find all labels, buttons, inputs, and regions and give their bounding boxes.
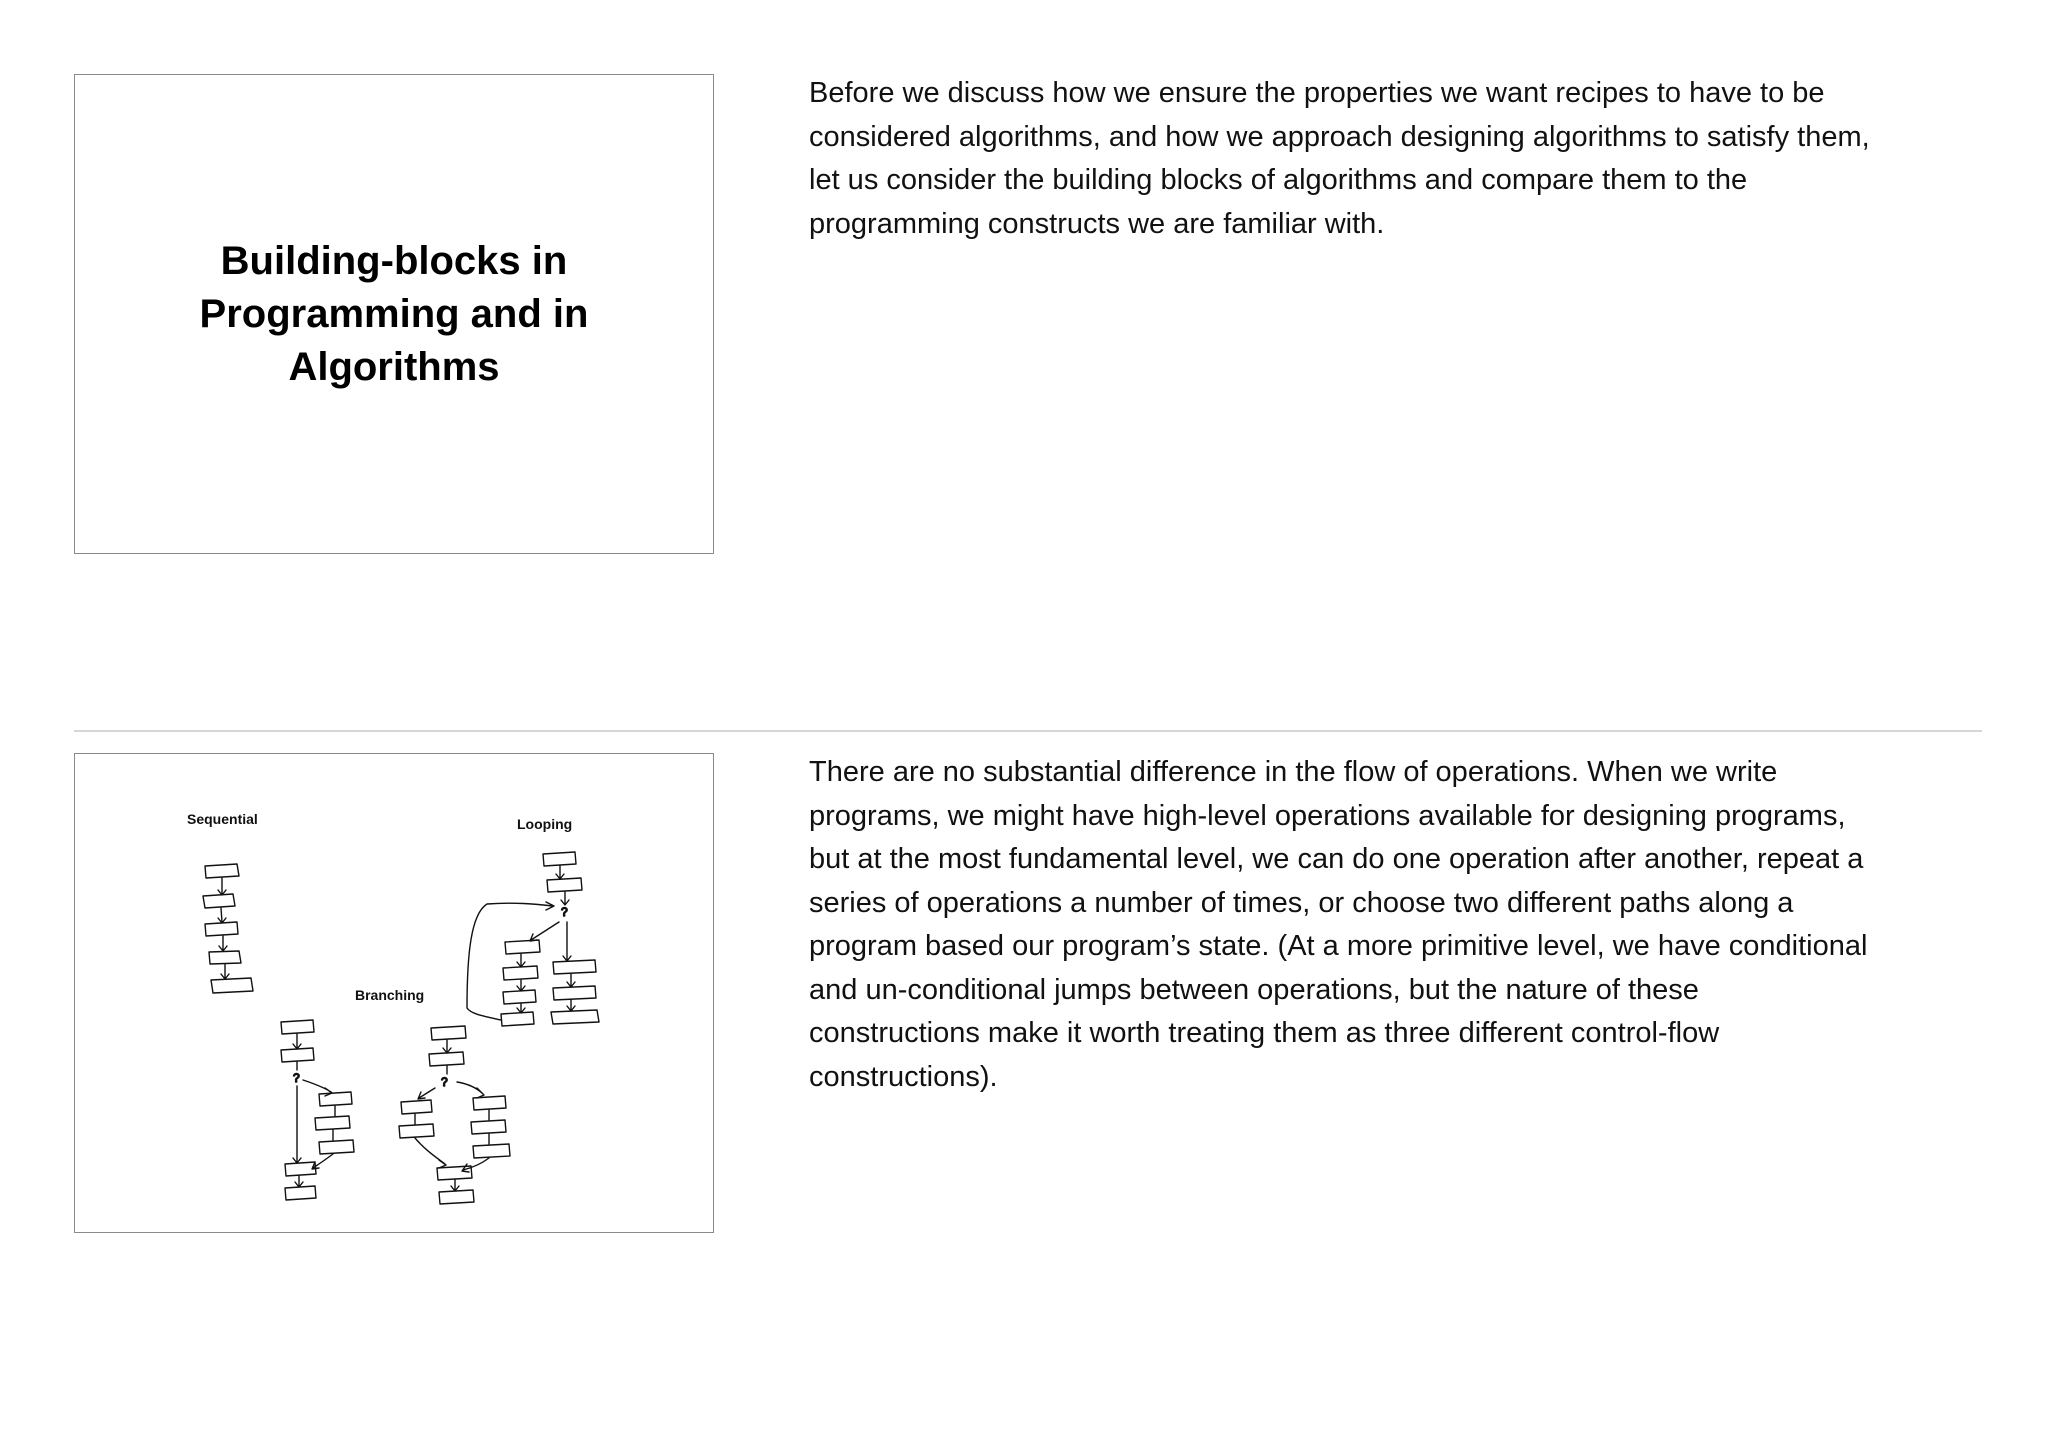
looping-label: Looping [517, 816, 573, 832]
notes-line: let us consider the building blocks of algorithms and compare them to the [809, 164, 1748, 196]
slide-thumbnail-2 [74, 753, 714, 1233]
branch2-decision-mark: ? [441, 1075, 448, 1089]
looping-flow [467, 852, 599, 1026]
notes-line: programming constructs we are familiar with. [809, 207, 1385, 240]
loop-decision-mark: ? [561, 905, 568, 919]
sequential-flow [203, 864, 253, 993]
branching-flow-right [399, 1026, 510, 1204]
page-divider [74, 730, 1982, 732]
slide-thumbnail-1 [74, 74, 714, 554]
notes-line: program based our program’s state. (At a more primitive level, we have conditional [809, 930, 1868, 962]
slide-title-line: Algorithms [288, 345, 500, 389]
branching-flow-left [281, 1020, 354, 1200]
notes-line: Before we discuss how we ensure the properties we want recipes to have to be [809, 77, 1825, 109]
notes-line: and un-conditional jumps between operations, but the nature of these [809, 973, 1699, 1006]
branch-decision-mark: ? [293, 1071, 300, 1085]
notes-line: considered algorithms, and how we approach designing algorithms to satisfy them, [809, 120, 1870, 153]
control-flow-diagram [75, 754, 715, 1234]
notes-line: constructions). [809, 1060, 998, 1093]
slide-title [75, 235, 713, 394]
slide-title-line: Building-blocks in [220, 239, 568, 283]
sequential-label: Sequential [187, 811, 258, 827]
notes-line: programs, we might have high-level operations available for designing programs, [809, 799, 1846, 832]
notes-line: There are no substantial difference in the flow of operations. When we write [809, 756, 1778, 788]
speaker-notes-2 [809, 751, 1989, 1099]
branching-label: Branching [355, 987, 425, 1003]
notes-line: constructions make it worth treating them as three different control-flow [809, 1017, 1720, 1049]
notes-line: but at the most fundamental level, we can do one operation after another, repeat a [809, 843, 1864, 875]
notes-line: series of operations a number of times, or choose two different paths along a [809, 886, 1794, 919]
slide-title-line: Programming and in [199, 292, 589, 336]
speaker-notes-1 [809, 72, 1989, 246]
